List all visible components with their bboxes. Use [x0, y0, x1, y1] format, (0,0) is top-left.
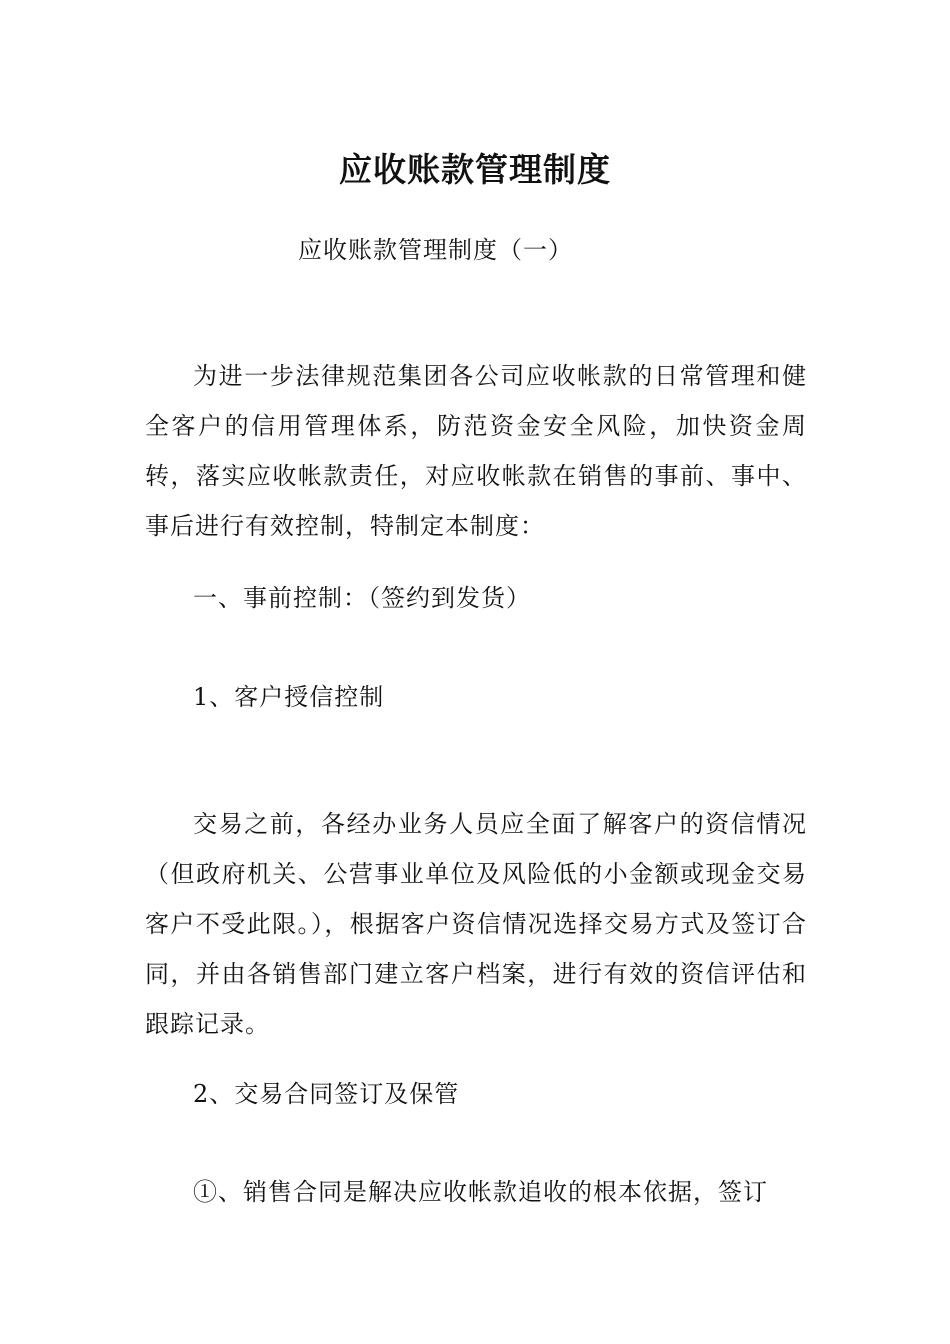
item-heading-customer-credit: 1、客户授信控制 — [193, 683, 385, 711]
document-title: 应收账款管理制度 — [339, 150, 611, 190]
contract-paragraph-fragment: ①、销售合同是解决应收帐款追收的根本依据，签订 — [193, 1178, 768, 1206]
credit-control-paragraph: 交易之前，各经办业务人员应全面了解客户的资信情况（但政府机关、公营事业单位及风险低的小金额或现金交易客户不受此限。），根据客户资信情况选择交易方式及签订合同，并由各销售部门建立客户档案，进行有效的资信评估和跟踪记录。 — [145, 810, 807, 1038]
document-subtitle: 应收账款管理制度（一） — [298, 236, 573, 264]
section-heading-pre-control: 一、事前控制：（签约到发货） — [193, 584, 531, 612]
item-heading-contract-signing: 2、交易合同签订及保管 — [193, 1080, 460, 1108]
intro-paragraph: 为进一步法律规范集团各公司应收帐款的日常管理和健全客户的信用管理体系，防范资金安全风险，加快资金周转，落实应收帐款责任，对应收帐款在销售的事前、事中、事后进行有效控制，特制定本制度： — [145, 362, 807, 540]
